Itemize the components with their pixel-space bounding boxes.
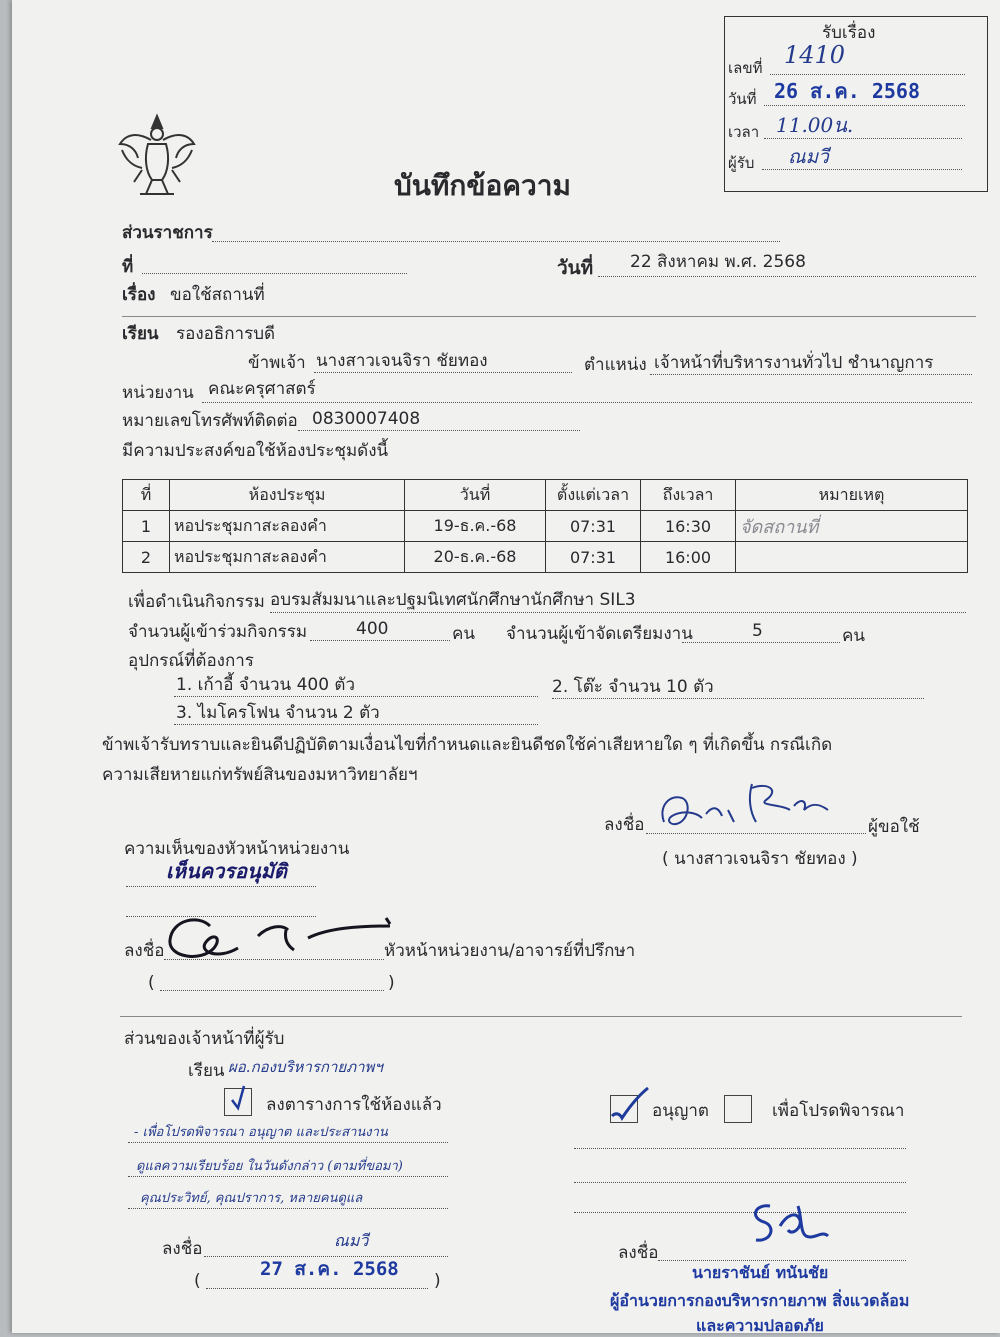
officer-to-value: ผอ.กองบริหารกายภาพฯ [228, 1058, 383, 1076]
name-label: ข้าพเจ้า [248, 353, 306, 373]
head-opinion-label: ความเห็นของหัวหน้าหน่วยงาน [124, 839, 350, 859]
head-paren-close: ) [388, 973, 395, 993]
officer-sign-value: ณมวี [334, 1231, 369, 1250]
table-cell: หอประชุมกาสะลองคำ [170, 542, 405, 573]
director-sign-label: ลงชื่อ [618, 1243, 659, 1263]
table-header: ตั้งแต่เวลา [546, 480, 641, 511]
equipment-item-3: 3. ไมโครโฟน จำนวน 2 ตัว [176, 703, 380, 723]
receipt-date-label: วันที่ [728, 90, 757, 108]
receipt-title: รับเรื่อง [822, 23, 876, 43]
position-label: ตำแหน่ง [584, 355, 647, 375]
table-header: วันที่ [405, 480, 546, 511]
checkmark-icon [226, 1080, 256, 1112]
approve-label: อนุญาต [652, 1101, 709, 1121]
table-header: ห้องประชุม [170, 480, 405, 511]
signer-sign-label: ลงชื่อ [604, 815, 645, 835]
garuda-emblem-icon [112, 110, 202, 202]
head-signature-icon [158, 906, 398, 970]
requester-signature-icon [652, 776, 852, 838]
equipment-item-1: 1. เก้าอี้ จำนวน 400 ตัว [176, 675, 356, 695]
table-cell: 1 [123, 511, 170, 542]
header-divider [122, 316, 976, 317]
table-cell: 16:00 [641, 542, 736, 573]
head-role: หัวหน้าหน่วยงาน/อาจารย์ที่ปรึกษา [384, 941, 636, 961]
table-cell: หอประชุมกาสะลองคำ [170, 511, 405, 542]
unit-label: หน่วยงาน [122, 383, 194, 403]
equipment-label: อุปกรณ์ที่ต้องการ [128, 651, 254, 671]
director-title-1: ผู้อำนวยการกองบริหารกายภาพ สิ่งแวดล้อม [610, 1291, 910, 1310]
officer-divider [120, 1016, 962, 1017]
memo-title: บันทึกข้อความ [394, 169, 571, 202]
agreement-line-2: ความเสียหายแก่ทรัพย์สินของมหาวิทยาลัยฯ [102, 765, 418, 785]
table-cell: 07:31 [546, 542, 641, 573]
officer-note-3: คุณประวิทย์, คุณปราการ, หลายคนดูแล [140, 1191, 363, 1206]
table-header: ถึงเวลา [641, 480, 736, 511]
table-cell: 2 [123, 542, 170, 573]
position-value: เจ้าหน้าที่บริหารงานทั่วไป ชำนาญการ [654, 353, 934, 373]
officer-paren-open: ( [194, 1271, 201, 1291]
table-header: ที่ [123, 480, 170, 511]
director-signature-icon [740, 1196, 832, 1252]
intent-text: มีความประสงค์ขอใช้ห้องประชุมดังนี้ [122, 441, 389, 461]
purpose-label: เพื่อดำเนินกิจกรรม [128, 592, 265, 612]
table-cell: 20-ธ.ค.-68 [405, 542, 546, 573]
receipt-no-label: เลขที่ [728, 59, 763, 77]
table-row [123, 542, 968, 573]
officer-sign-label: ลงชื่อ [162, 1239, 203, 1259]
table-header-row [123, 480, 968, 511]
agreement-line-1: ข้าพเจ้ารับทราบและยินดีปฏิบัติตามเงื่อนไขที่กำหนดและยินดีชดใช้ค่าเสียหายใด ๆ ที่เกิดขึ้น กรณีเกิด [102, 735, 833, 755]
head-paren-open: ( [148, 973, 155, 993]
rooms-table [122, 479, 968, 573]
to-value: รองอธิการบดี [176, 324, 276, 344]
receipt-time-label: เวลา [728, 123, 760, 141]
officer-note-1: - เพื่อโปรดพิจารณา อนุญาต และประสานงาน [134, 1125, 388, 1140]
participants-label: จำนวนผู้เข้าร่วมกิจกรรม [128, 622, 308, 642]
memo-paper [12, 0, 1000, 1333]
table-header: หมายเหตุ [736, 480, 968, 511]
head-opinion-value: เห็นควรอนุมัติ [166, 859, 287, 883]
officer-note-2: ดูแลความเรียบร้อย ในวันดังกล่าว (ตามที่ขอมา) [136, 1159, 403, 1174]
participants-value: 400 [356, 619, 389, 639]
date-value: 22 สิงหาคม พ.ศ. 2568 [630, 252, 806, 272]
consider-label: เพื่อโปรดพิจารณา [772, 1101, 905, 1121]
date-label: วันที่ [557, 257, 594, 279]
head-sign-label: ลงชื่อ [124, 941, 165, 961]
signer-name: ( นางสาวเจนจิรา ชัยทอง ) [662, 849, 858, 869]
equipment-item-2: 2. โต๊ะ จำนวน 10 ตัว [552, 677, 714, 697]
receipt-date-value: 26 ส.ค. 2568 [774, 79, 920, 103]
schedule-check-label: ลงตารางการใช้ห้องแล้ว [266, 1095, 442, 1115]
receipt-time-value: 11.00น. [776, 113, 854, 137]
unit-value: คณะครุศาสตร์ [208, 379, 316, 399]
agency-label: ส่วนราชการ [122, 223, 213, 243]
receipt-receiver-label: ผู้รับ [728, 154, 755, 172]
participants-unit: คน [452, 624, 475, 644]
officer-to-label: เรียน [188, 1061, 225, 1081]
subject-label: เรื่อง [122, 285, 156, 305]
staff-value: 5 [752, 621, 763, 641]
name-value: นางสาวเจนจิรา ชัยทอง [316, 351, 488, 371]
approve-checkmark-icon [608, 1084, 652, 1124]
receipt-no-value: 1410 [784, 41, 846, 69]
receipt-receiver-value: ณมวี [788, 146, 829, 168]
officer-date-value: 27 ส.ค. 2568 [260, 1258, 399, 1280]
table-cell [736, 542, 968, 573]
director-name: นายราชันย์ ทนันชัย [692, 1263, 829, 1282]
phone-value: 0830007408 [312, 409, 421, 429]
officer-section-label: ส่วนของเจ้าหน้าที่ผู้รับ [124, 1029, 285, 1049]
signer-role: ผู้ขอใช้ [868, 817, 920, 837]
subject-value: ขอใช้สถานที่ [170, 285, 265, 305]
table-cell: จัดสถานที่ [736, 511, 968, 542]
director-title-2: และความปลอดภัย [696, 1316, 824, 1335]
to-label: เรียน [122, 324, 159, 344]
staff-unit: คน [842, 626, 865, 646]
phone-label: หมายเลขโทรศัพท์ติดต่อ [122, 411, 298, 431]
table-row [123, 511, 968, 542]
table-cell: 07:31 [546, 511, 641, 542]
consider-checkbox [724, 1095, 752, 1123]
table-cell: 16:30 [641, 511, 736, 542]
table-cell: 19-ธ.ค.-68 [405, 511, 546, 542]
staff-label: จำนวนผู้เข้าจัดเตรียมงาน [506, 624, 693, 644]
officer-paren-close: ) [434, 1271, 441, 1291]
ref-label: ที่ [122, 257, 134, 277]
purpose-value: อบรมสัมมนาและปฐมนิเทศนักศึกษานักศึกษา SIL3 [270, 590, 636, 610]
